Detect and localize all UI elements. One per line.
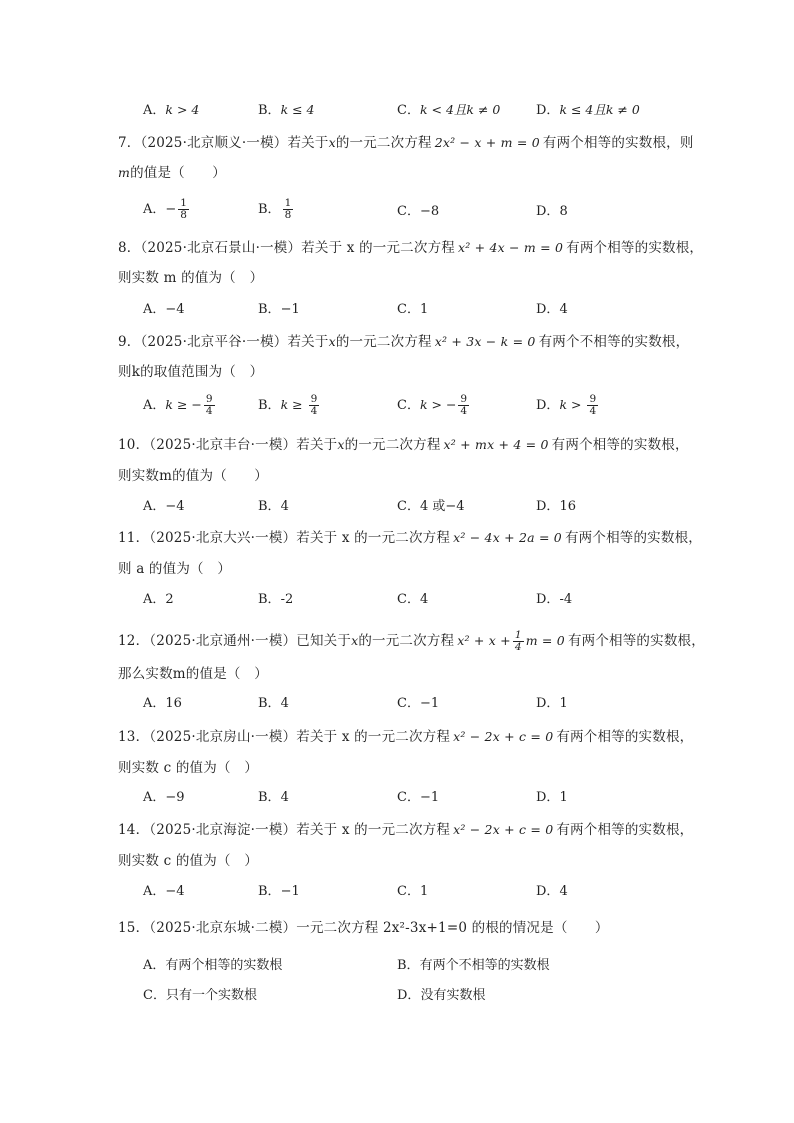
q6-options <box>0 100 794 130</box>
q9-stem-line2: 则k的取值范围为（ ） <box>118 364 264 380</box>
q8-option-d: D．4 <box>536 302 568 317</box>
q10-options <box>0 497 794 527</box>
q11-options <box>0 590 794 620</box>
q12-option-a: A．16 <box>143 696 182 711</box>
q7-option-a: A．− $\frac{1}{8}$ <box>143 197 187 221</box>
q10-stem-line1: 10．（2025·北京丰台·一模）若关于x的一元二次方程 x² + mx + 4 = 0 有两个相等的实数根， <box>118 437 689 453</box>
q10-stem-line2: 则实数m的值为（ ） <box>118 468 269 484</box>
q15-option-b: B．有两个不相等的实数根 <box>397 958 550 973</box>
q9-option-b: B．k ≥ $\frac{9}{4}$ <box>258 393 318 417</box>
q13-option-a: A．−9 <box>143 790 185 805</box>
q8-stem-line1: 8．（2025·北京石景山·一模）若关于 x 的一元二次方程 x² + 4x − m = 0 有两个相等的实数根， <box>118 240 704 256</box>
q7-option-d: D．8 <box>536 204 568 219</box>
q11-option-b: B．-2 <box>258 592 294 607</box>
q15-option-d: D．没有实数根 <box>397 988 486 1003</box>
q14-options <box>0 882 794 912</box>
q6-option-b: B．k ≤ 4 <box>258 102 315 118</box>
q12-option-d: D．1 <box>536 696 568 711</box>
q9-stem-line1: 9．（2025·北京平谷·一模）若关于x的一元二次方程 x² + 3x − k = 0 有两个不相等的实数根， <box>118 334 690 350</box>
q14-option-c: C．1 <box>397 884 429 899</box>
q13-stem-line1: 13．（2025·北京房山·一模）若关于 x 的一元二次方程 x² − 2x + c = 0 有两个相等的实数根， <box>118 729 694 745</box>
q12-stem-line2: 那么实数m的值是（ ） <box>118 666 269 682</box>
q10-option-d: D．16 <box>536 499 576 514</box>
q9-option-a: A．k ≥ − $\frac{9}{4}$ <box>143 393 213 417</box>
q9-option-c: C．k > − $\frac{9}{4}$ <box>397 393 468 417</box>
q7-option-b: B． $\frac{1}{8}$ <box>258 197 292 221</box>
q12-stem-line1: 12．（2025·北京通州·一模）已知关于x的一元二次方程 x² + x + $\frac{1}{4}$ m = 0 有两个相等的实数根， <box>118 629 705 653</box>
q15-options-row1 <box>0 956 794 986</box>
q7-options <box>0 198 794 228</box>
q12-option-b: B．4 <box>258 696 289 711</box>
q7-stem-line2: m的值是（ ） <box>118 165 226 181</box>
q6-option-a: A．k > 4 <box>143 102 200 118</box>
q14-stem-line1: 14．（2025·北京海淀·一模）若关于 x 的一元二次方程 x² − 2x + c = 0 有两个相等的实数根， <box>118 822 694 838</box>
q8-option-b: B．−1 <box>258 302 300 317</box>
q15-stem: 15．（2025·北京东城·二模）一元二次方程 2x²-3x+1=0 的根的情况是（ ） <box>118 920 609 936</box>
q13-options <box>0 788 794 818</box>
q11-stem-line2: 则 a 的值为（ ） <box>118 561 232 577</box>
q9-option-d: D．k > $\frac{9}{4}$ <box>536 393 597 417</box>
q14-option-d: D．4 <box>536 884 568 899</box>
q7-stem-line1: 7．（2025·北京顺义·一模）若关于x的一元二次方程 2x² − x + m = 0 有两个相等的实数根，则 <box>118 135 694 151</box>
q11-option-a: A．2 <box>143 592 174 607</box>
q8-options <box>0 300 794 330</box>
q8-option-a: A．−4 <box>143 302 185 317</box>
q10-option-c: C．4 或−4 <box>397 499 465 514</box>
q12-options <box>0 694 794 724</box>
q11-option-c: C．4 <box>397 592 429 607</box>
q15-option-a: A．有两个相等的实数根 <box>143 958 283 973</box>
q15-option-c: C．只有一个实数根 <box>143 988 257 1003</box>
q15-options-row2 <box>0 986 794 1016</box>
q14-option-a: A．−4 <box>143 884 185 899</box>
q11-option-d: D．-4 <box>536 592 573 607</box>
q8-stem-line2: 则实数 m 的值为（ ） <box>118 270 264 286</box>
q13-option-b: B．4 <box>258 790 289 805</box>
q13-option-c: C．−1 <box>397 790 440 805</box>
q6-option-c: C．k < 4且k ≠ 0 <box>397 102 501 118</box>
q11-stem-line1: 11．（2025·北京大兴·一模）若关于 x 的一元二次方程 x² − 4x + 2a = 0 有两个相等的实数根， <box>118 530 702 546</box>
q14-stem-line2: 则实数 c 的值为（ ） <box>118 853 259 869</box>
q6-option-d: D．k ≤ 4且k ≠ 0 <box>536 102 640 118</box>
q8-option-c: C．1 <box>397 302 429 317</box>
q9-options <box>0 394 794 424</box>
q7-option-c: C．−8 <box>397 204 440 219</box>
q13-stem-line2: 则实数 c 的值为（ ） <box>118 760 259 776</box>
q14-option-b: B．−1 <box>258 884 300 899</box>
q12-option-c: C．−1 <box>397 696 440 711</box>
q10-option-b: B．4 <box>258 499 289 514</box>
q10-option-a: A．−4 <box>143 499 185 514</box>
q13-option-d: D．1 <box>536 790 568 805</box>
